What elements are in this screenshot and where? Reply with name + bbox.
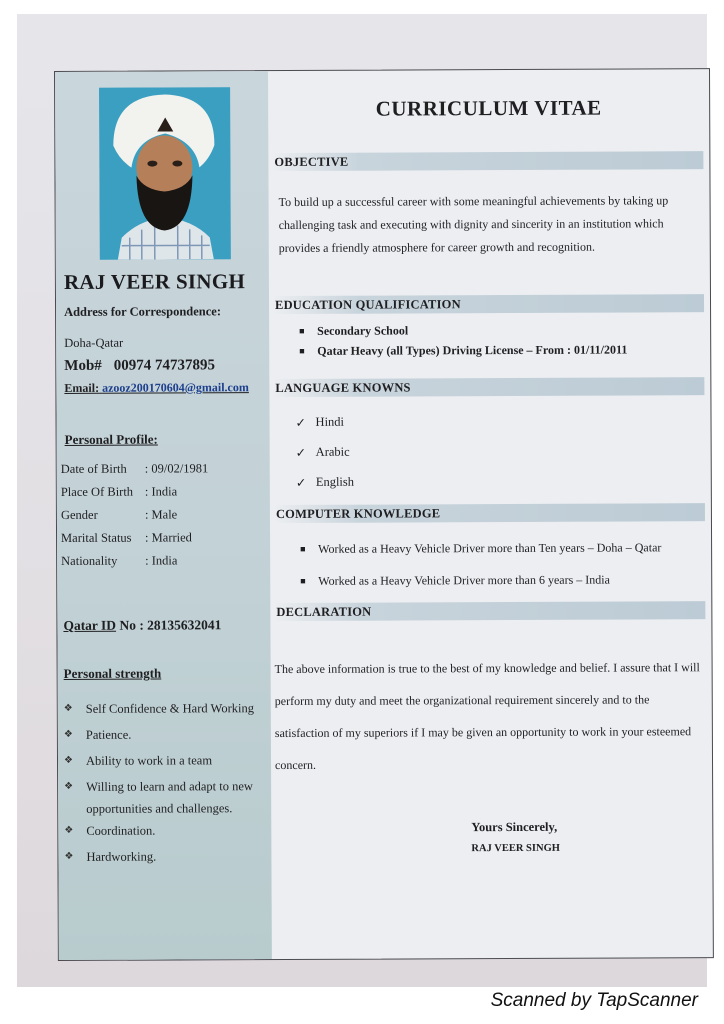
- list-item: [64, 749, 269, 776]
- checkmark-icon: ✓: [295, 445, 307, 460]
- diamond-bullet-icon: ❖: [63, 702, 73, 714]
- cv-sidebar: [55, 71, 272, 960]
- square-bullet-icon: ■: [300, 543, 306, 554]
- profile-key: Gender: [60, 507, 98, 522]
- qatar-id-label: Qatar ID: [63, 617, 117, 633]
- education-text: Secondary School: [317, 323, 409, 338]
- list-item: [64, 697, 269, 724]
- checkmark-icon: ✓: [295, 415, 307, 430]
- portrait-photo: [99, 87, 231, 260]
- profile-row: [61, 484, 209, 508]
- address-value: Doha-Qatar: [64, 335, 124, 350]
- personal-profile-heading: Personal Profile:: [64, 431, 158, 447]
- declaration-heading: DECLARATION: [274, 601, 705, 621]
- list-item: [296, 445, 354, 475]
- strength-text: Ability to work in a team: [85, 753, 213, 768]
- declaration-text: The above information is true to the best of my knowledge and belief. I assure that I will perform my duty and meet the organizational requirement sincerely and to the satisfaction of my superiors if I may be given an opportunity to work in your esteemed concern.: [274, 660, 700, 773]
- education-heading: EDUCATION QUALIFICATION: [273, 294, 704, 314]
- language-text: Hindi: [315, 414, 345, 429]
- profile-key: Marital Status: [61, 530, 132, 545]
- profile-row: [61, 461, 209, 485]
- strength-text: Coordination.: [86, 823, 156, 838]
- strength-text: Willing to learn and adapt to new opportunities and challenges.: [86, 779, 253, 816]
- mobile-label: Mob#: [64, 357, 102, 374]
- education-text: Qatar Heavy (all Types) Driving License – From : 01/11/2011: [317, 342, 628, 358]
- address-label: Address for Correspondence:: [64, 304, 222, 319]
- languages-heading: LANGUAGE KNOWNS: [273, 377, 704, 397]
- closing-salutation: Yours Sincerely,: [471, 819, 558, 835]
- email-link[interactable]: azooz200170604@gmail.com: [102, 380, 249, 395]
- profile-row: [61, 530, 209, 554]
- education-list: [299, 319, 702, 361]
- list-item: [64, 723, 269, 750]
- checkmark-icon: ✓: [295, 475, 307, 490]
- objective-text: To build up a successful career with some meaningful achievements by taking up challenging task and executing with dignity and sincerity in an institution which provides a friendly atmosphere for career growth and recognition.: [278, 193, 669, 256]
- scanner-watermark: Scanned by TapScanner: [490, 990, 698, 1011]
- list-item: [64, 775, 269, 820]
- language-text: English: [315, 474, 355, 489]
- list-item: [299, 339, 702, 361]
- diamond-bullet-icon: ❖: [64, 780, 74, 792]
- profile-key: Nationality: [61, 553, 118, 568]
- personal-profile: [61, 461, 209, 577]
- personal-strength-list: [64, 697, 270, 872]
- experience-text: Worked as a Heavy Vehicle Driver more than Ten years – Doha – Qatar: [318, 540, 662, 556]
- list-item: [299, 319, 702, 341]
- profile-key: Date of Birth: [60, 461, 127, 476]
- profile-value: : Male: [144, 507, 178, 522]
- diamond-bullet-icon: ❖: [64, 850, 74, 862]
- diamond-bullet-icon: ❖: [63, 754, 74, 766]
- email: [64, 380, 249, 396]
- qatar-id: [63, 617, 221, 634]
- square-bullet-icon: ■: [300, 575, 306, 586]
- strength-text: Patience.: [85, 727, 132, 742]
- computer-knowledge-list: [300, 531, 703, 597]
- closing-block: [471, 820, 560, 854]
- list-item: [64, 845, 269, 872]
- list-item: [296, 415, 354, 445]
- diamond-bullet-icon: ❖: [63, 728, 73, 740]
- profile-value: : 09/02/1981: [144, 461, 209, 476]
- objective-heading: OBJECTIVE: [272, 151, 703, 171]
- profile-value: : Married: [145, 530, 192, 545]
- portrait-photo-icon: [99, 87, 231, 260]
- language-text: Arabic: [315, 444, 350, 459]
- personal-strength-heading: Personal strength: [63, 665, 162, 681]
- square-bullet-icon: ■: [299, 325, 305, 336]
- cv-document: [54, 68, 714, 961]
- list-item: [64, 819, 269, 846]
- scanned-page: [17, 14, 707, 987]
- square-bullet-icon: ■: [299, 345, 305, 356]
- profile-value: : India: [144, 484, 178, 499]
- mobile-value: 00974 74737895: [113, 357, 216, 374]
- strength-text: Self Confidence & Hard Working: [85, 701, 254, 716]
- computer-knowledge-heading: COMPUTER KNOWLEDGE: [274, 503, 705, 523]
- profile-value: : India: [145, 553, 178, 568]
- list-item: [300, 531, 703, 565]
- profile-key: Place Of Birth: [60, 484, 134, 499]
- cv-main: [268, 69, 713, 959]
- mobile-number: [64, 357, 215, 375]
- diamond-bullet-icon: ❖: [64, 824, 74, 836]
- strength-text: Hardworking.: [86, 849, 157, 864]
- signature-name: RAJ VEER SINGH: [471, 842, 560, 855]
- list-item: [300, 563, 703, 597]
- experience-text: Worked as a Heavy Vehicle Driver more than 6 years – India: [318, 572, 610, 588]
- qatar-id-number: No : 28135632041: [116, 617, 222, 633]
- candidate-name: RAJ VEER SINGH: [63, 269, 246, 294]
- email-label: Email:: [64, 380, 100, 395]
- profile-row: [61, 553, 209, 577]
- profile-row: [61, 507, 209, 531]
- document-title: CURRICULUM VITAE: [375, 95, 602, 121]
- list-item: [296, 475, 354, 505]
- languages-list: [296, 415, 355, 505]
